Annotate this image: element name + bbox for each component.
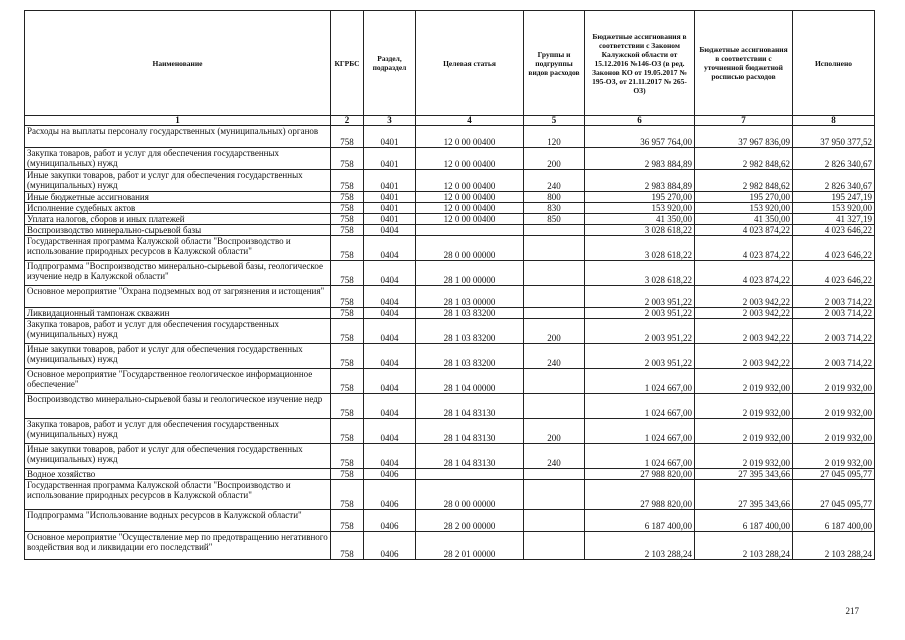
row-section-cell: 0404 [364,369,416,394]
row-budget-plan-cell: 195 270,00 [695,192,793,203]
row-kgrbs-cell: 758 [331,369,364,394]
row-name-cell: Основное мероприятие "Осуществление мер по предотвращению негативного воздействия вод и ликвидации его последствий" [25,532,331,560]
row-executed-cell: 4 023 646,22 [793,261,875,286]
row-name-cell: Водное хозяйство [25,469,331,480]
row-budget-plan-cell: 2 019 932,00 [695,444,793,469]
row-target-cell: 28 1 04 83130 [416,394,524,419]
table-row [25,170,875,192]
row-target-cell: 12 0 00 00400 [416,126,524,148]
row-budget-law-cell: 27 988 820,00 [585,480,695,510]
row-budget-plan-cell: 41 350,00 [695,214,793,225]
header-budget-law: Бюджетные ассигнования в соответствии с Законом Калужской области от 15.12.2016 №146-ОЗ (в ред. Законов КО от 19.05.2017 № 195-ОЗ, от 21.11.2017 № 265-ОЗ) [585,11,695,116]
table-row [25,203,875,214]
row-target-cell: 28 1 03 83200 [416,308,524,319]
row-name-cell: Подпрограмма "Воспроизводство минерально-сырьевой базы, геологическое изучение недр в Калужской области" [25,261,331,286]
row-executed-cell: 41 327,19 [793,214,875,225]
row-executed-cell: 153 920,00 [793,203,875,214]
column-number: 2 [331,116,364,126]
row-target-cell: 28 0 00 00000 [416,236,524,261]
row-kgrbs-cell: 758 [331,510,364,532]
table-row [25,225,875,236]
row-budget-plan-cell: 27 395 343,66 [695,480,793,510]
row-section-cell: 0404 [364,419,416,444]
row-budget-plan-cell: 2 103 288,24 [695,532,793,560]
row-kgrbs-cell: 758 [331,469,364,480]
row-section-cell: 0401 [364,203,416,214]
row-kgrbs-cell: 758 [331,286,364,308]
page-number: 217 [845,606,859,616]
row-group-cell: 200 [524,148,585,170]
row-section-cell: 0404 [364,236,416,261]
row-budget-law-cell: 2 003 951,22 [585,319,695,344]
table-row [25,419,875,444]
table-row [25,236,875,261]
table-row [25,286,875,308]
row-name-cell: Иные закупки товаров, работ и услуг для обеспечения государственных (муниципальных) нужд [25,444,331,469]
row-budget-plan-cell: 4 023 874,22 [695,225,793,236]
row-kgrbs-cell: 758 [331,126,364,148]
row-executed-cell: 2 003 714,22 [793,286,875,308]
row-budget-plan-cell: 2 003 942,22 [695,319,793,344]
row-name-cell: Воспроизводство минерально-сырьевой базы и геологическое изучение недр [25,394,331,419]
row-name-cell: Воспроизводство минерально-сырьевой базы [25,225,331,236]
row-budget-law-cell: 1 024 667,00 [585,394,695,419]
row-group-cell [524,394,585,419]
table-row [25,261,875,286]
row-kgrbs-cell: 758 [331,261,364,286]
row-budget-plan-cell: 4 023 874,22 [695,236,793,261]
row-executed-cell: 2 003 714,22 [793,308,875,319]
row-target-cell: 28 1 04 00000 [416,369,524,394]
row-budget-law-cell: 3 028 618,22 [585,225,695,236]
row-executed-cell: 37 950 377,52 [793,126,875,148]
row-budget-law-cell: 1 024 667,00 [585,419,695,444]
row-budget-plan-cell: 153 920,00 [695,203,793,214]
row-section-cell: 0404 [364,444,416,469]
row-target-cell: 12 0 00 00400 [416,192,524,203]
row-section-cell: 0404 [364,344,416,369]
table-body [25,126,875,560]
row-target-cell: 28 2 00 00000 [416,510,524,532]
row-name-cell: Основное мероприятие "Охрана подземных вод от загрязнения и истощения" [25,286,331,308]
table-row [25,394,875,419]
table-row [25,319,875,344]
table-row [25,469,875,480]
header-section: Раздел, подраздел [364,11,416,116]
table-row [25,510,875,532]
table-row [25,148,875,170]
row-kgrbs-cell: 758 [331,203,364,214]
row-name-cell: Основное мероприятие "Государственное геологическое информационное обеспечение" [25,369,331,394]
row-kgrbs-cell: 758 [331,394,364,419]
row-kgrbs-cell: 758 [331,444,364,469]
row-name-cell: Закупка товаров, работ и услуг для обеспечения государственных (муниципальных) нужд [25,148,331,170]
row-budget-law-cell: 36 957 764,00 [585,126,695,148]
row-budget-law-cell: 153 920,00 [585,203,695,214]
row-section-cell: 0404 [364,225,416,236]
row-target-cell: 28 1 00 00000 [416,261,524,286]
row-kgrbs-cell: 758 [331,214,364,225]
row-budget-law-cell: 1 024 667,00 [585,444,695,469]
row-target-cell [416,469,524,480]
header-budget-plan: Бюджетные ассигнования в соответствии с уточненной бюджетной росписью расходов [695,11,793,116]
row-target-cell: 28 1 03 83200 [416,344,524,369]
row-budget-law-cell: 195 270,00 [585,192,695,203]
row-section-cell: 0404 [364,261,416,286]
row-name-cell: Иные бюджетные ассигнования [25,192,331,203]
row-kgrbs-cell: 758 [331,148,364,170]
column-number: 1 [25,116,331,126]
row-group-cell: 200 [524,319,585,344]
header-kgrbs: КГРБС [331,11,364,116]
row-executed-cell: 2 019 932,00 [793,444,875,469]
row-name-cell: Закупка товаров, работ и услуг для обеспечения государственных (муниципальных) нужд [25,419,331,444]
row-budget-plan-cell: 2 019 932,00 [695,394,793,419]
row-budget-plan-cell: 2 019 932,00 [695,369,793,394]
column-number: 7 [695,116,793,126]
row-group-cell: 240 [524,344,585,369]
row-executed-cell: 4 023 646,22 [793,225,875,236]
column-number: 5 [524,116,585,126]
row-budget-plan-cell: 2 019 932,00 [695,419,793,444]
row-kgrbs-cell: 758 [331,236,364,261]
row-name-cell: Государственная программа Калужской области "Воспроизводство и использование природных ресурсов в Калужской области" [25,236,331,261]
row-executed-cell: 6 187 400,00 [793,510,875,532]
row-budget-plan-cell: 2 982 848,62 [695,170,793,192]
row-budget-plan-cell: 2 003 942,22 [695,344,793,369]
column-number: 6 [585,116,695,126]
row-executed-cell: 27 045 095,77 [793,480,875,510]
row-name-cell: Иные закупки товаров, работ и услуг для обеспечения государственных (муниципальных) нужд [25,170,331,192]
column-number: 8 [793,116,875,126]
row-executed-cell: 4 023 646,22 [793,236,875,261]
row-kgrbs-cell: 758 [331,344,364,369]
column-number-row [25,116,875,126]
row-budget-plan-cell: 2 003 942,22 [695,308,793,319]
row-name-cell: Уплата налогов, сборов и иных платежей [25,214,331,225]
row-budget-plan-cell: 37 967 836,09 [695,126,793,148]
row-kgrbs-cell: 758 [331,225,364,236]
row-executed-cell: 27 045 095,77 [793,469,875,480]
row-budget-law-cell: 1 024 667,00 [585,369,695,394]
row-budget-law-cell: 2 003 951,22 [585,308,695,319]
row-name-cell: Закупка товаров, работ и услуг для обеспечения государственных (муниципальных) нужд [25,319,331,344]
column-number: 3 [364,116,416,126]
row-budget-plan-cell: 2 003 942,22 [695,286,793,308]
row-budget-law-cell: 2 003 951,22 [585,286,695,308]
row-target-cell: 28 1 04 83130 [416,444,524,469]
row-kgrbs-cell: 758 [331,170,364,192]
row-budget-plan-cell: 6 187 400,00 [695,510,793,532]
header-group: Группы и подгруппы видов расходов [524,11,585,116]
row-name-cell: Подпрограмма "Использование водных ресурсов в Калужской области" [25,510,331,532]
table-row [25,308,875,319]
row-group-cell [524,480,585,510]
row-section-cell: 0401 [364,214,416,225]
row-kgrbs-cell: 758 [331,308,364,319]
table-row [25,532,875,560]
row-budget-law-cell: 2 103 288,24 [585,532,695,560]
row-section-cell: 0401 [364,192,416,203]
row-target-cell: 12 0 00 00400 [416,203,524,214]
row-group-cell: 240 [524,170,585,192]
budget-table [24,10,875,560]
row-budget-law-cell: 6 187 400,00 [585,510,695,532]
row-executed-cell: 2 019 932,00 [793,369,875,394]
row-group-cell: 800 [524,192,585,203]
row-section-cell: 0404 [364,319,416,344]
row-target-cell [416,225,524,236]
row-group-cell: 240 [524,444,585,469]
header-target: Целевая статья [416,11,524,116]
row-budget-law-cell: 27 988 820,00 [585,469,695,480]
row-kgrbs-cell: 758 [331,419,364,444]
row-target-cell: 28 1 03 00000 [416,286,524,308]
column-number: 4 [416,116,524,126]
row-budget-law-cell: 3 028 618,22 [585,236,695,261]
table-row [25,192,875,203]
row-target-cell: 28 1 03 83200 [416,319,524,344]
row-executed-cell: 2 003 714,22 [793,344,875,369]
row-group-cell: 200 [524,419,585,444]
row-section-cell: 0404 [364,286,416,308]
row-section-cell: 0401 [364,148,416,170]
row-target-cell: 28 2 01 00000 [416,532,524,560]
row-section-cell: 0406 [364,510,416,532]
row-name-cell: Иные закупки товаров, работ и услуг для обеспечения государственных (муниципальных) нужд [25,344,331,369]
row-name-cell: Ликвидационный тампонаж скважин [25,308,331,319]
row-group-cell [524,469,585,480]
row-group-cell [524,308,585,319]
table-row [25,369,875,394]
row-name-cell: Расходы на выплаты персоналу государственных (муниципальных) органов [25,126,331,148]
row-group-cell [524,369,585,394]
row-section-cell: 0404 [364,394,416,419]
row-executed-cell: 2 019 932,00 [793,419,875,444]
row-group-cell: 850 [524,214,585,225]
row-section-cell: 0406 [364,480,416,510]
row-section-cell: 0401 [364,126,416,148]
table-row [25,480,875,510]
row-budget-law-cell: 2 983 884,89 [585,148,695,170]
row-executed-cell: 2 826 340,67 [793,170,875,192]
row-kgrbs-cell: 758 [331,192,364,203]
row-budget-law-cell: 2 003 951,22 [585,344,695,369]
row-budget-plan-cell: 27 395 343,66 [695,469,793,480]
row-section-cell: 0404 [364,308,416,319]
header-row [25,11,875,116]
table-row [25,214,875,225]
row-budget-law-cell: 2 983 884,89 [585,170,695,192]
row-budget-plan-cell: 2 982 848,62 [695,148,793,170]
row-target-cell: 12 0 00 00400 [416,214,524,225]
row-section-cell: 0406 [364,532,416,560]
table-row [25,126,875,148]
row-budget-law-cell: 41 350,00 [585,214,695,225]
table-row [25,444,875,469]
row-executed-cell: 2 019 932,00 [793,394,875,419]
row-executed-cell: 195 247,19 [793,192,875,203]
row-executed-cell: 2 003 714,22 [793,319,875,344]
row-group-cell [524,532,585,560]
header-executed: Исполнено [793,11,875,116]
row-group-cell: 830 [524,203,585,214]
row-target-cell: 12 0 00 00400 [416,170,524,192]
row-target-cell: 28 0 00 00000 [416,480,524,510]
row-kgrbs-cell: 758 [331,319,364,344]
row-group-cell: 120 [524,126,585,148]
row-section-cell: 0406 [364,469,416,480]
row-executed-cell: 2 826 340,67 [793,148,875,170]
row-group-cell [524,225,585,236]
row-kgrbs-cell: 758 [331,532,364,560]
table-row [25,344,875,369]
row-group-cell [524,236,585,261]
row-group-cell [524,286,585,308]
row-kgrbs-cell: 758 [331,480,364,510]
row-budget-plan-cell: 4 023 874,22 [695,261,793,286]
header-name: Наименование [25,11,331,116]
row-name-cell: Государственная программа Калужской области "Воспроизводство и использование природных ресурсов в Калужской области" [25,480,331,510]
row-executed-cell: 2 103 288,24 [793,532,875,560]
row-budget-law-cell: 3 028 618,22 [585,261,695,286]
row-target-cell: 12 0 00 00400 [416,148,524,170]
row-section-cell: 0401 [364,170,416,192]
row-target-cell: 28 1 04 83130 [416,419,524,444]
row-name-cell: Исполнение судебных актов [25,203,331,214]
row-group-cell [524,510,585,532]
row-group-cell [524,261,585,286]
